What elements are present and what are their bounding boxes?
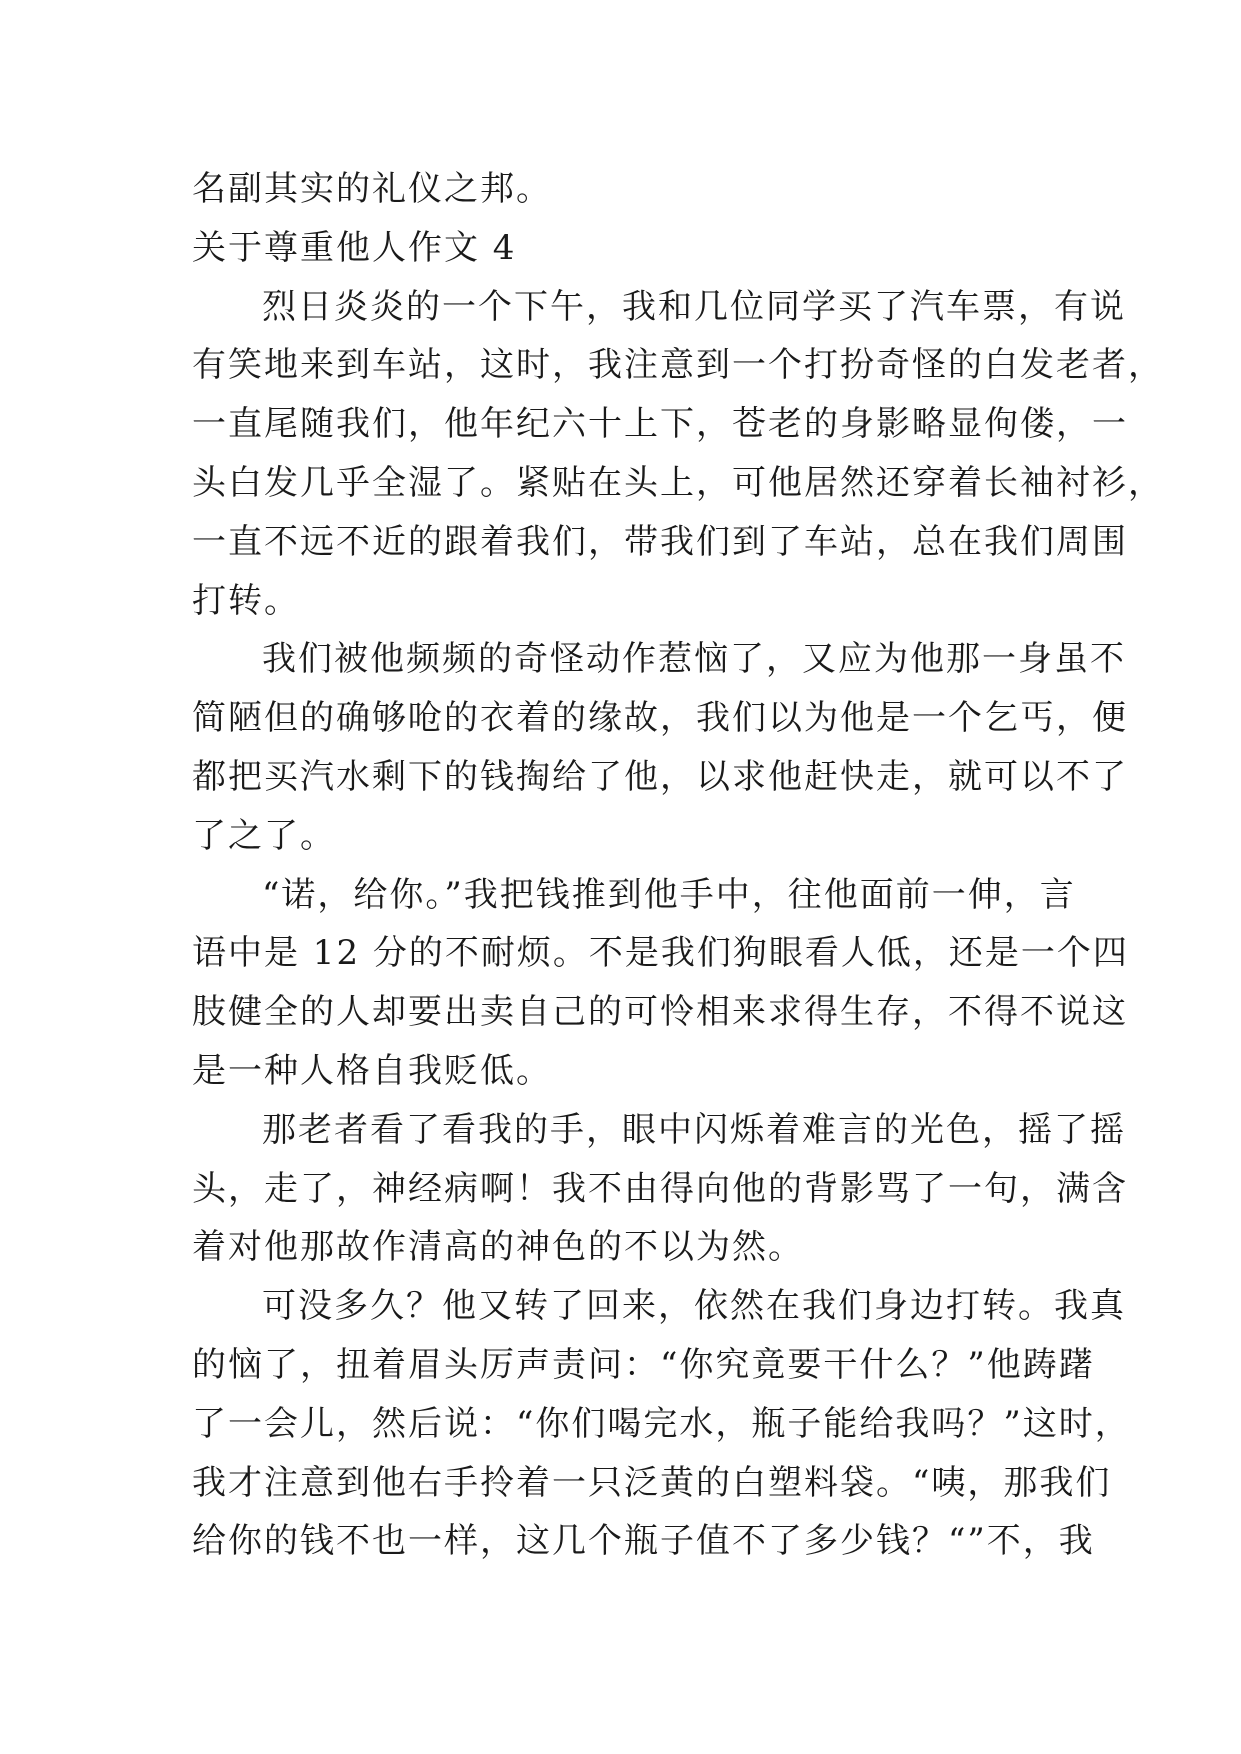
essay-heading: 关于尊重他人作文 4 <box>192 227 517 268</box>
paragraph-5-line-5: 给你的钱不也一样，这几个瓶子值不了多少钱？“”不，我 <box>192 1521 1095 1562</box>
paragraph-1-line-6: 打转。 <box>192 580 300 621</box>
document-page <box>192 160 1164 1571</box>
paragraph-3-line-1: “诺，给你。”我把钱推到他手中，往他面前一伸，言 <box>262 874 1076 915</box>
paragraph-3-line-2: 语中是 12 分的不耐烦。不是我们狗眼看人低，还是一个四 <box>192 933 1129 974</box>
paragraph-4-line-3: 着对他那故作清高的神色的不以为然。 <box>192 1227 804 1268</box>
paragraph-3-line-4: 是一种人格自我贬低。 <box>192 1050 552 1091</box>
paragraph-1-line-4: 头白发几乎全湿了。紧贴在头上，可他居然还穿着长袖衬衫， <box>192 462 1164 503</box>
text-line-continuation: 名副其实的礼仪之邦。 <box>192 169 552 209</box>
paragraph-4-line-1: 那老者看了看我的手，眼中闪烁着难言的光色，摇了摇 <box>262 1109 1126 1150</box>
paragraph-2-line-2: 简陋但的确够呛的衣着的缘故，我们以为他是一个乞丐，便 <box>192 698 1128 739</box>
paragraph-1-line-3: 一直尾随我们，他年纪六十上下，苍老的身影略显佝偻，一 <box>192 404 1128 445</box>
paragraph-2-line-4: 了之了。 <box>192 815 336 856</box>
paragraph-1-line-1: 烈日炎炎的一个下午，我和几位同学买了汽车票，有说 <box>262 286 1126 327</box>
paragraph-4-line-2: 头，走了，神经病啊！我不由得向他的背影骂了一句，满含 <box>192 1168 1128 1209</box>
paragraph-5-line-4: 我才注意到他右手拎着一只泛黄的白塑料袋。“咦，那我们 <box>192 1462 1112 1503</box>
paragraph-2-line-1: 我们被他频频的奇怪动作惹恼了，又应为他那一身虽不 <box>262 639 1126 680</box>
paragraph-2-line-3: 都把买汽水剩下的钱掏给了他，以求他赶快走，就可以不了 <box>192 756 1128 797</box>
paragraph-1-line-5: 一直不远不近的跟着我们，带我们到了车站，总在我们周围 <box>192 521 1128 562</box>
paragraph-1-line-2: 有笑地来到车站，这时，我注意到一个打扮奇怪的白发老者， <box>192 345 1164 386</box>
paragraph-5-line-3: 了一会儿，然后说：“你们喝完水，瓶子能给我吗？”这时， <box>192 1403 1131 1444</box>
paragraph-5-line-2: 的恼了，扭着眉头厉声责问：“你究竟要干什么？”他踌躇 <box>192 1344 1095 1385</box>
paragraph-5-line-1: 可没多久？他又转了回来，依然在我们身边打转。我真 <box>262 1286 1126 1327</box>
paragraph-3-line-3: 肢健全的人却要出卖自己的可怜相来求得生存，不得不说这 <box>192 992 1128 1033</box>
